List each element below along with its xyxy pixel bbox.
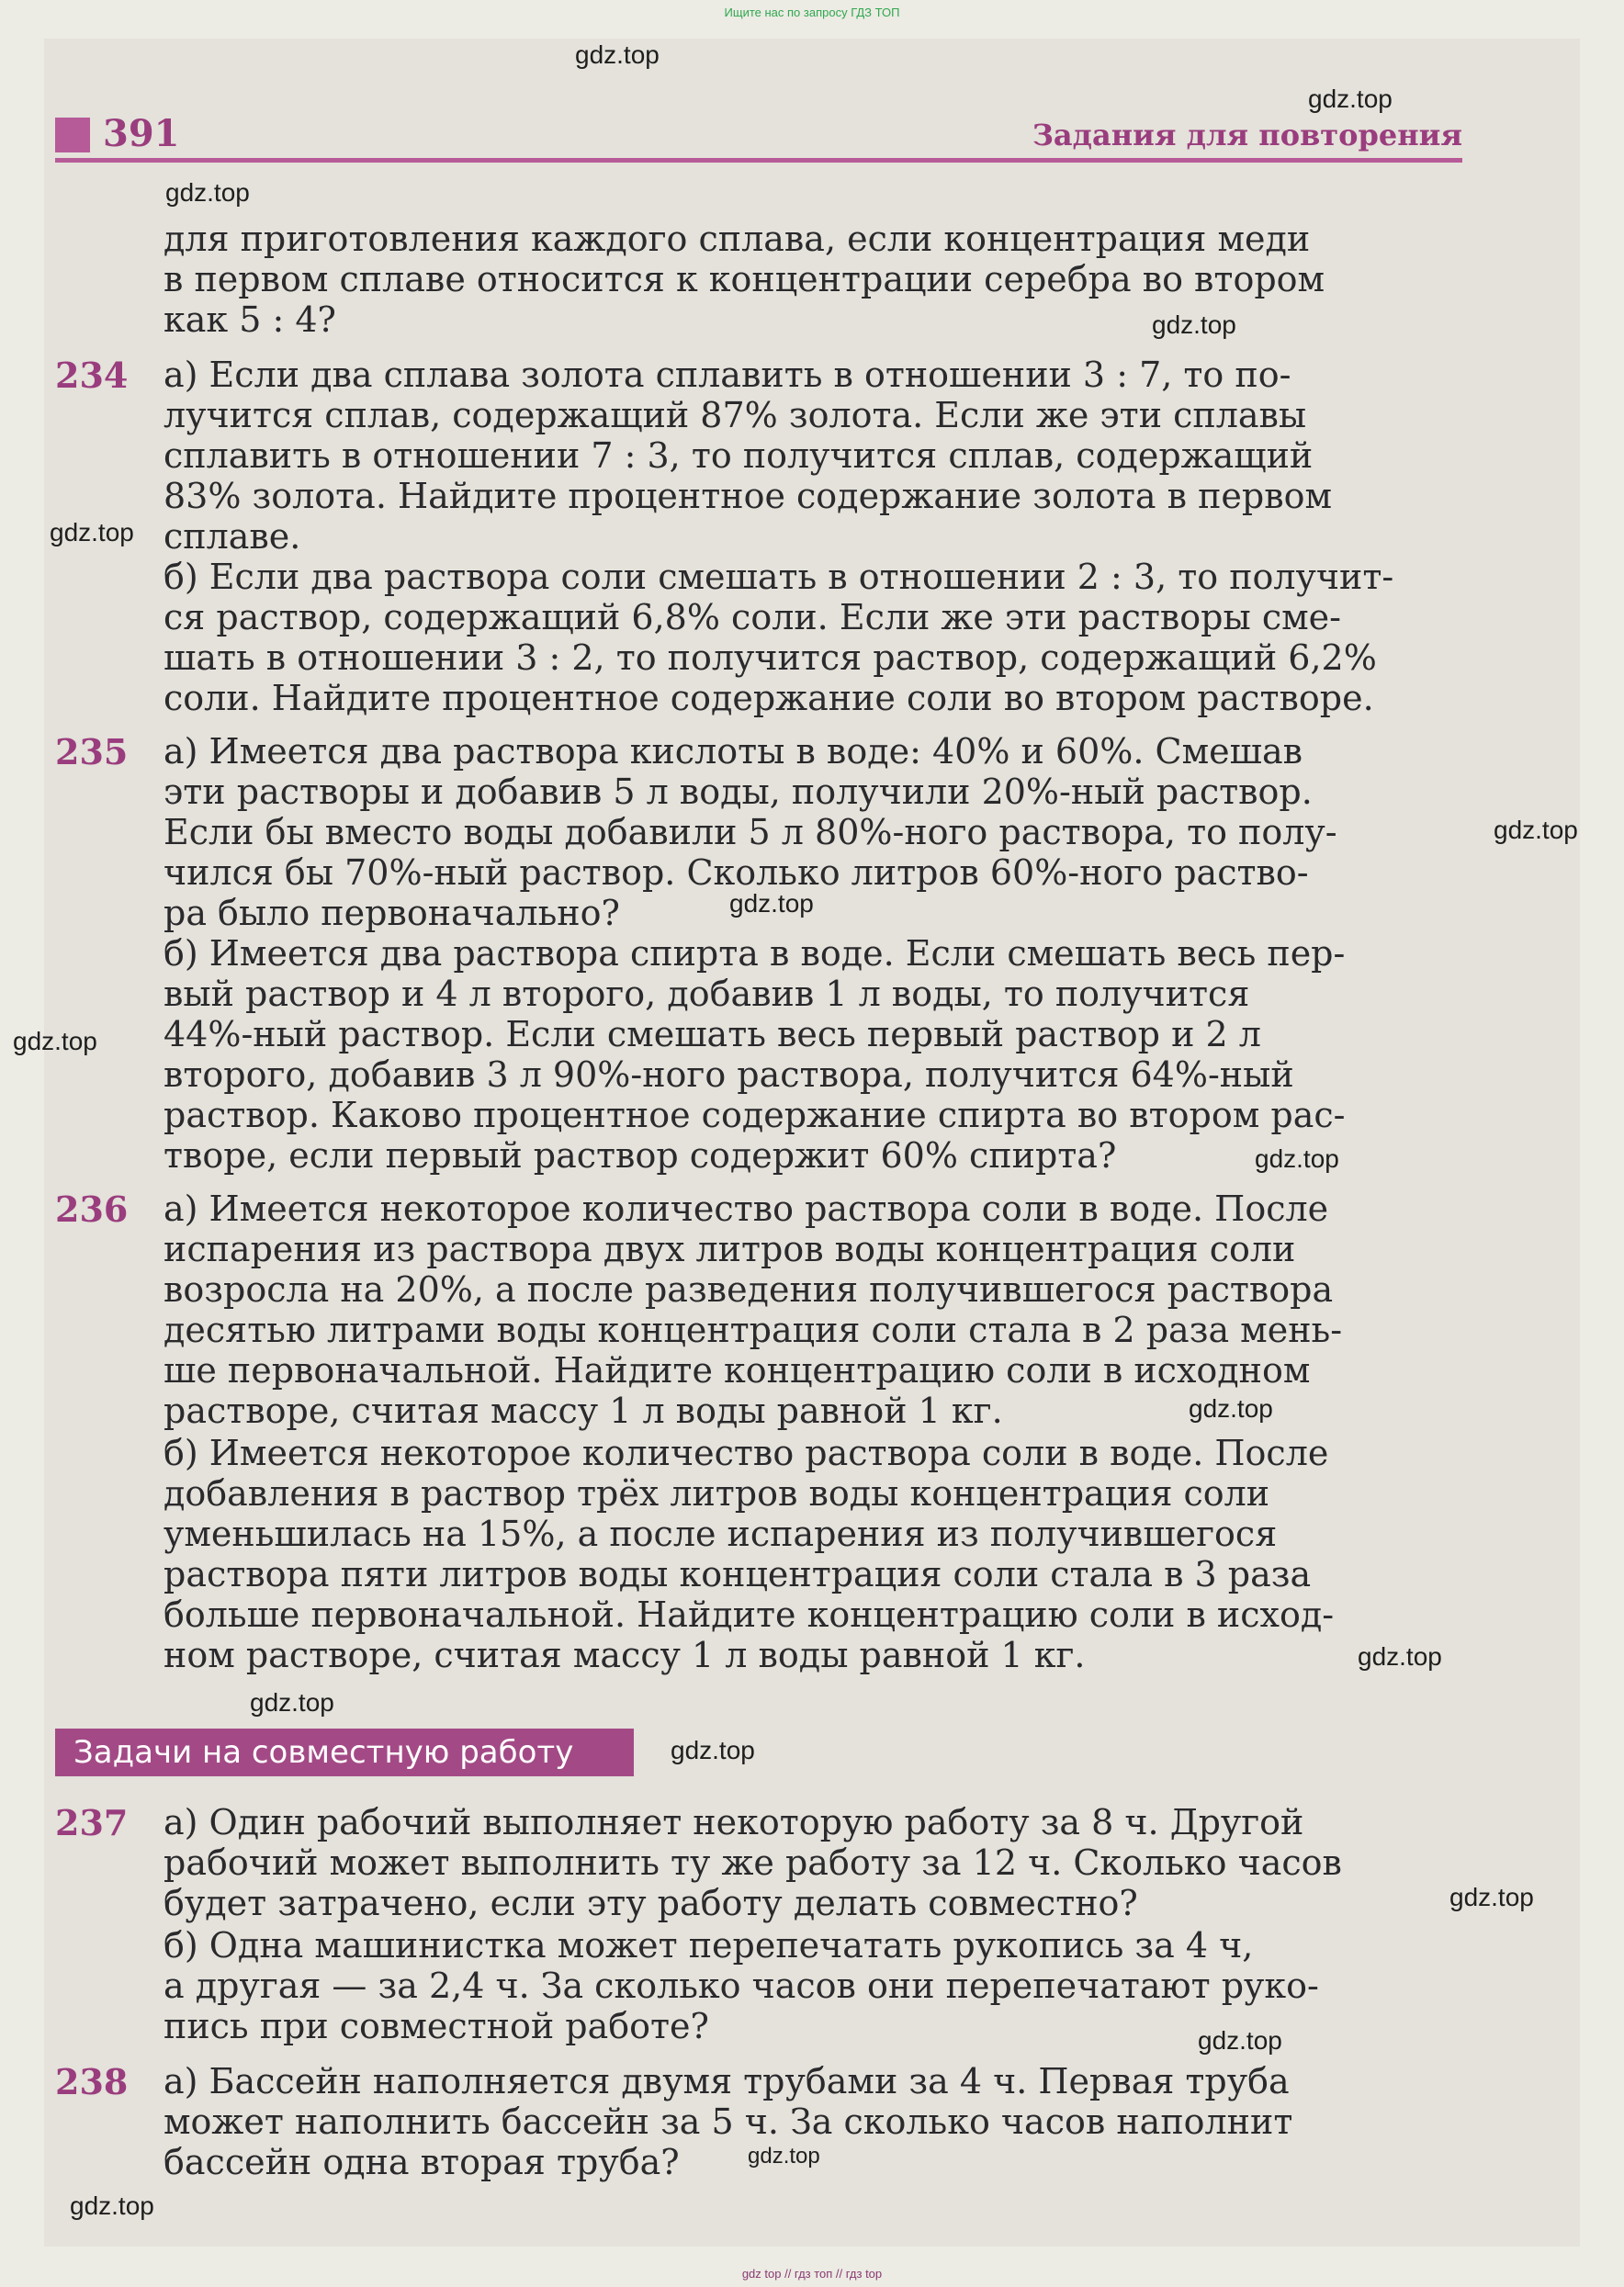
problem-236-a: а) Имеется некоторое количество раствора соли в воде. После испарения из раствора двух литров воды концентрация соли возросла на 20%, а после разведения получившегося раствора десятью литрами воды концентрация соли стала в 2 раза мень- ше первоначальной. Найдите концентрацию соли в исходном растворе, считая массу 1 л воды равной 1 кг. xyxy=(164,1189,1343,1431)
watermark: gdz.top xyxy=(70,2191,154,2220)
problem-238-a: а) Бассейн наполняется двумя трубами за 4 ч. Первая труба может наполнить бассейн за 5 ч. За сколько часов наполнит бассейн одна вторая труба? xyxy=(164,2061,1293,2182)
header-rule xyxy=(55,158,1462,163)
problem-number-237: 237 xyxy=(55,1802,129,1843)
problem-number-235: 235 xyxy=(55,731,129,772)
problem-234-b: б) Если два раствора соли смешать в отношении 2 : 3, то получит- ся раствор, содержащий 6,8% соли. Если же эти растворы сме- шать в отношении 3 : 2, то получится раствор, содержащий 6,2% соли. Найдите процентное содержание соли во втором растворе. xyxy=(164,557,1394,718)
watermark: gdz.top xyxy=(250,1688,334,1717)
watermark: gdz.top xyxy=(671,1736,755,1764)
watermark: gdz.top xyxy=(1449,1883,1534,1911)
problem-237-a: а) Один рабочий выполняет некоторую работу за 8 ч. Другой рабочий может выполнить ту же работу за 12 ч. Сколько часов будет затрачено, если эту работу делать совместно? xyxy=(164,1802,1342,1923)
watermark: gdz.top xyxy=(1358,1642,1442,1671)
problem-number-238: 238 xyxy=(55,2061,129,2102)
intro-text: для приготовления каждого сплава, если концентрация меди в первом сплаве относится к концентрации серебра во втором как 5 : 4? xyxy=(164,219,1325,340)
watermark: gdz.top xyxy=(1494,816,1578,844)
watermark: gdz.top xyxy=(1308,84,1393,113)
watermark: gdz.top xyxy=(50,518,134,546)
watermark: gdz.top xyxy=(1152,310,1236,339)
bottom-banner: gdz top // гдз топ // гдз top xyxy=(741,2267,883,2281)
problem-235-a: а) Имеется два раствора кислоты в воде: 40% и 60%. Смешав эти растворы и добавив 5 л воды, получили 20%-ный раствор. Если бы вместо воды добавили 5 л 80%-ного раствора, то полу- чился бы 70%-ный раствор. Сколько литров 60%-ного раство- ра было первоначально? xyxy=(164,731,1337,933)
watermark: gdz.top xyxy=(13,1027,97,1055)
watermark: gdz.top xyxy=(165,178,250,207)
watermark: gdz.top xyxy=(1189,1394,1273,1423)
watermark: gdz.top xyxy=(1198,2026,1282,2055)
section-heading: Задачи на совместную работу xyxy=(55,1729,634,1776)
problem-237-b: б) Одна машинистка может перепечатать рукопись за 4 ч, а другая — за 2,4 ч. За сколько часов они перепечатают руко- пись при совместной работе? xyxy=(164,1925,1319,2046)
problem-235-b: б) Имеется два раствора спирта в воде. Если смешать весь пер- вый раствор и 4 л второго, добавив 1 л воды, то получится 44%-ный раствор. Если смешать весь первый раствор и 2 л второго, добавив 3 л 90%-ного раствора, получится 64%-ный раствор. Каково процентное содержание спирта во втором рас- творе, если первый раствор содержит 60% спирта? xyxy=(164,933,1346,1176)
page-number: 391 xyxy=(103,112,180,155)
running-head: Задания для повторения xyxy=(1032,118,1462,152)
watermark: gdz.top xyxy=(748,2144,820,2169)
top-banner: Ищите нас по запросу ГДЗ ТОП xyxy=(724,6,900,19)
page-header xyxy=(55,110,1462,165)
watermark: gdz.top xyxy=(1255,1144,1339,1173)
watermark: gdz.top xyxy=(729,889,814,918)
problem-234-a: а) Если два сплава золота сплавить в отношении 3 : 7, то по- лучится сплав, содержащий 87% золота. Если же эти сплавы сплавить в отношении 7 : 3, то получится сплав, содержащий 83% золота. Найдите процентное содержание золота в первом сплаве. xyxy=(164,355,1333,557)
problem-number-236: 236 xyxy=(55,1189,129,1230)
problem-236-b: б) Имеется некоторое количество раствора соли в воде. После добавления в раствор трёх литров воды концентрация соли уменьшилась на 15%, а после испарения из получившегося раствора пяти литров воды концентрация соли стала в 3 раза больше первоначальной. Найдите концентрацию соли в исход- ном растворе, считая массу 1 л воды равной 1 кг. xyxy=(164,1433,1335,1675)
page-marker-square xyxy=(55,118,90,152)
watermark: gdz.top xyxy=(575,40,660,69)
problem-number-234: 234 xyxy=(55,355,129,396)
